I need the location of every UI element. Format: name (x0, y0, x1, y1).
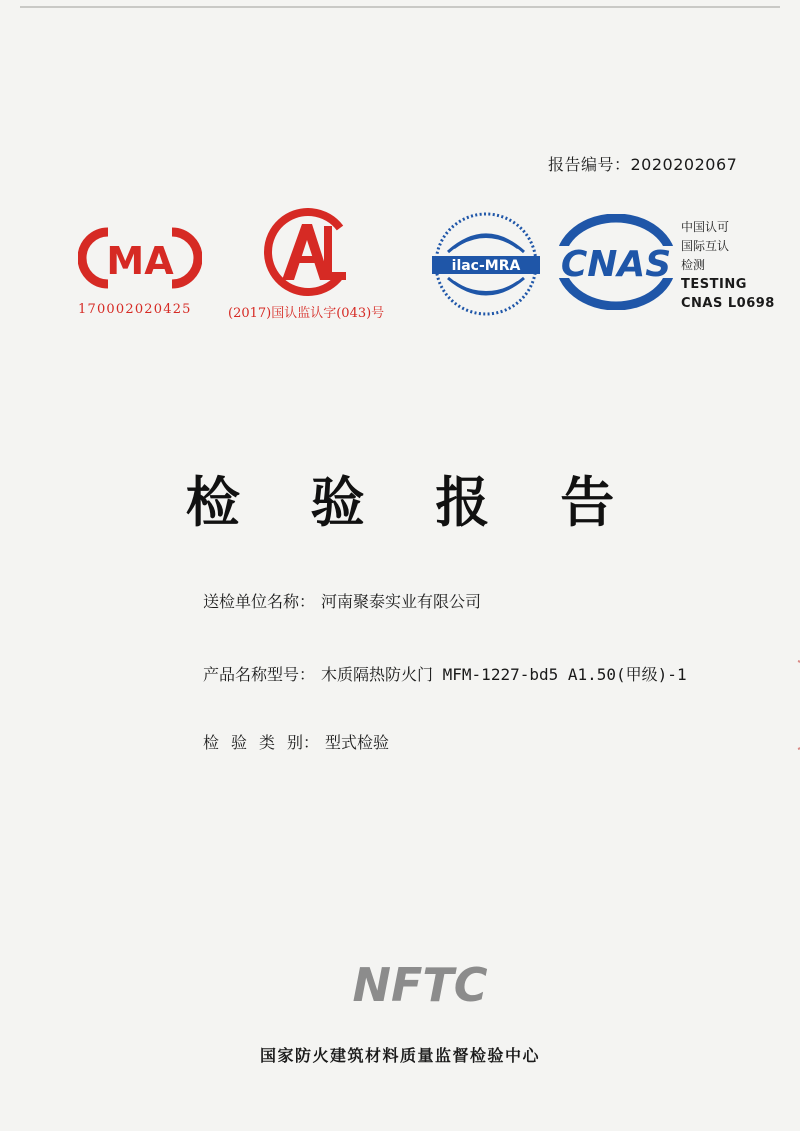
inspection-type-value: 型式检验 (325, 733, 390, 752)
page-top-edge (20, 6, 780, 8)
organization-name: 国家防火建筑材料质量监督检验中心 (259, 1046, 540, 1065)
cma-number: 170002020425 (78, 302, 192, 317)
product-value: 木质隔热防火门 MFM-1227-bd5 A1.50(甲级)-1 (321, 665, 687, 684)
cal-logo (252, 208, 362, 296)
product-label: 产品名称型号： (203, 665, 316, 684)
ilac-logo-text: ilac-MRA (451, 258, 521, 274)
cnas-accreditation-text (681, 218, 775, 313)
inspection-type-label-head: 检验类 (203, 733, 288, 752)
ilac-mra-logo (430, 212, 542, 316)
inspection-type-label (203, 730, 319, 753)
nftc-logo (330, 955, 510, 1015)
client-label: 送检单位名称： (203, 592, 316, 611)
cnas-line-1: 中国认可 (681, 220, 730, 234)
nftc-logo-text: NFTC (352, 958, 488, 1012)
report-number: 报告编号：2020202067 (548, 155, 738, 174)
client-field (203, 589, 481, 612)
cma-logo-text: MA (106, 239, 174, 283)
cnas-line-3: 检测 (681, 258, 706, 272)
cnas-logo (554, 214, 678, 310)
stamp-edge (778, 655, 800, 755)
cnas-logo-text: CNAS (560, 244, 672, 285)
report-title: 检 验 报 告 (185, 471, 641, 534)
client-value: 河南聚泰实业有限公司 (321, 592, 482, 611)
inspection-type-field (203, 730, 389, 753)
cnas-line-4: TESTING (681, 277, 747, 292)
cnas-line-2: 国际互认 (681, 239, 730, 253)
cnas-line-5: CNAS L0698 (681, 296, 775, 311)
cma-logo (78, 222, 202, 294)
product-field (203, 662, 687, 685)
inspection-type-label-tail: 别： (287, 733, 320, 752)
cal-caption: (2017)国认监认字(043)号 (228, 306, 385, 321)
